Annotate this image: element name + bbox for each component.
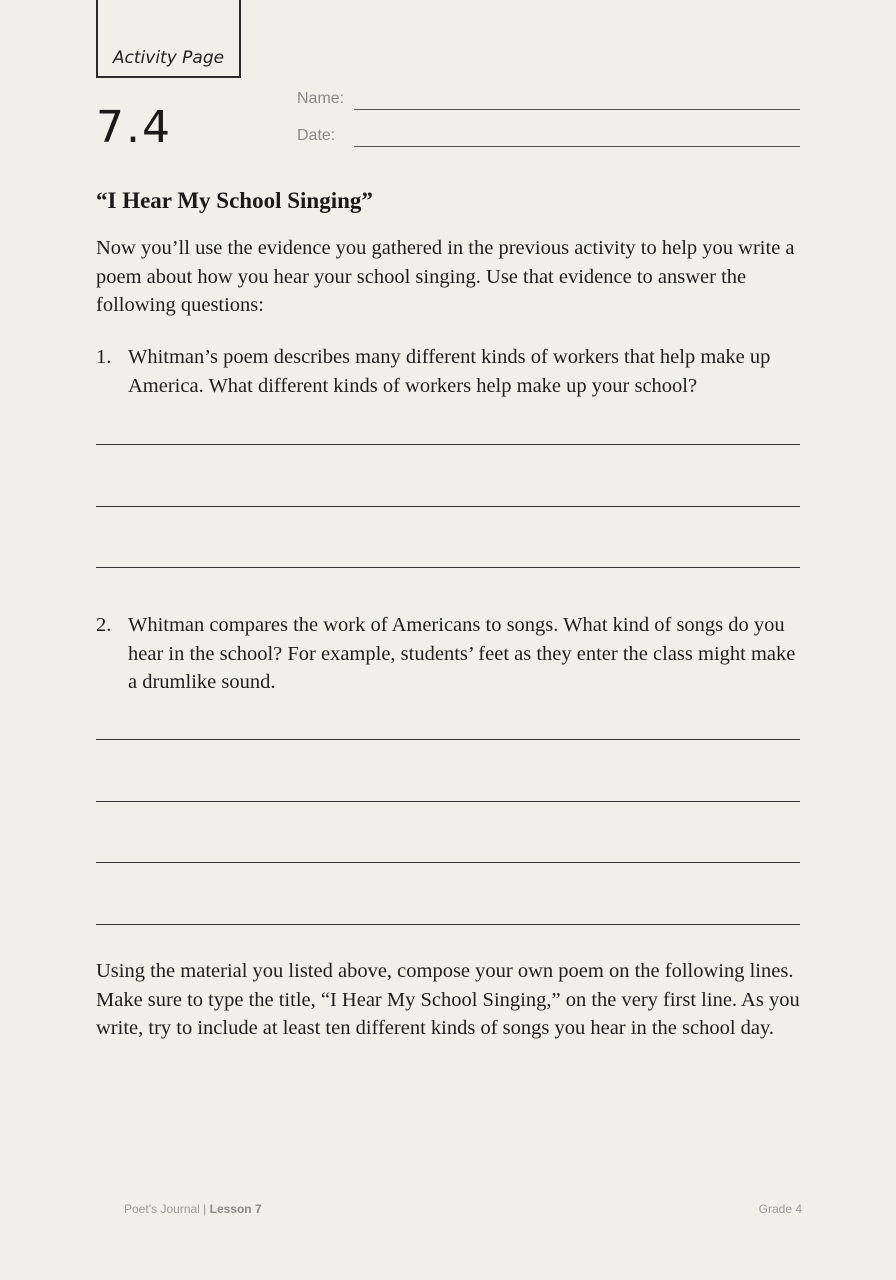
activity-page-tag — [96, 0, 241, 78]
date-line[interactable] — [354, 146, 800, 147]
intro-paragraph: Now you’ll use the evidence you gathered in the previous activity to help you write a poem about how you hear your school singing. Use that evidence to answer the following questions: — [96, 237, 795, 316]
answer-line-6[interactable] — [96, 862, 800, 863]
footer-lesson: Lesson 7 — [209, 1202, 262, 1216]
answer-line-7[interactable] — [96, 924, 800, 925]
page-number: 7.4 — [96, 102, 172, 153]
activity-page-label: Activity Page — [112, 48, 225, 68]
answer-line-3[interactable] — [96, 567, 800, 568]
name-field[interactable] — [297, 90, 800, 112]
question-2-text: Whitman compares the work of Americans to songs. What kind of songs do you hear in the school? For example, students’ feet as they enter the class might make a drumlike sound. — [128, 614, 796, 693]
answer-line-2[interactable] — [96, 506, 800, 507]
footer-book: Poet’s Journal — [124, 1202, 200, 1216]
name-line[interactable] — [354, 109, 800, 110]
question-2 — [96, 611, 806, 697]
answer-line-5[interactable] — [96, 801, 800, 802]
footer-source — [124, 1202, 262, 1216]
question-1-number: 1. — [96, 346, 112, 368]
question-1-text: Whitman’s poem describes many different kinds of workers that help make up America. What different kinds of workers help make up your school? — [128, 346, 771, 397]
name-label: Name: — [297, 90, 345, 107]
closing-paragraph: Using the material you listed above, compose your own poem on the following lines. Make sure to type the title, “I Hear My School Singing,” on the very first line. As you write, try to include at least ten different kinds of songs you hear in the school day. — [96, 960, 800, 1039]
footer-grade: Grade 4 — [758, 1202, 802, 1216]
question-2-number: 2. — [96, 614, 112, 636]
answer-line-1[interactable] — [96, 444, 800, 445]
worksheet-title: “I Hear My School Singing” — [96, 188, 373, 213]
date-field[interactable] — [297, 127, 800, 149]
footer-separator: | — [199, 1202, 210, 1216]
question-1 — [96, 343, 806, 400]
answer-line-4[interactable] — [96, 739, 800, 740]
date-label: Date: — [297, 127, 336, 144]
